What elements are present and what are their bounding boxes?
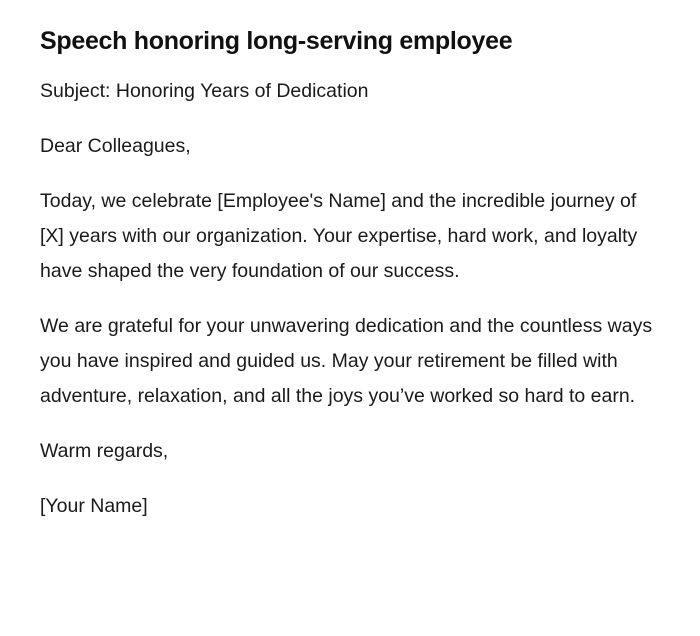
closing: Warm regards, — [40, 440, 169, 462]
document — [40, 24, 655, 544]
greeting: Dear Colleagues, — [40, 135, 191, 157]
signature: [Your Name] — [40, 495, 148, 517]
document-title: Speech honoring long-serving employee — [40, 27, 513, 55]
body-paragraph: Today, we celebrate [Employee's Name] and the incredible journey of [X] years with our organization. Your expertise, hard work, and loyalty have shaped the very foundation of our success. — [40, 190, 638, 282]
subject-line: Subject: Honoring Years of Dedication — [40, 80, 369, 102]
body-paragraph: We are grateful for your unwavering dedication and the countless ways you have inspired and guided us. May your retirement be filled with adventure, relaxation, and all the joys you’ve worked so hard to earn. — [40, 315, 653, 407]
